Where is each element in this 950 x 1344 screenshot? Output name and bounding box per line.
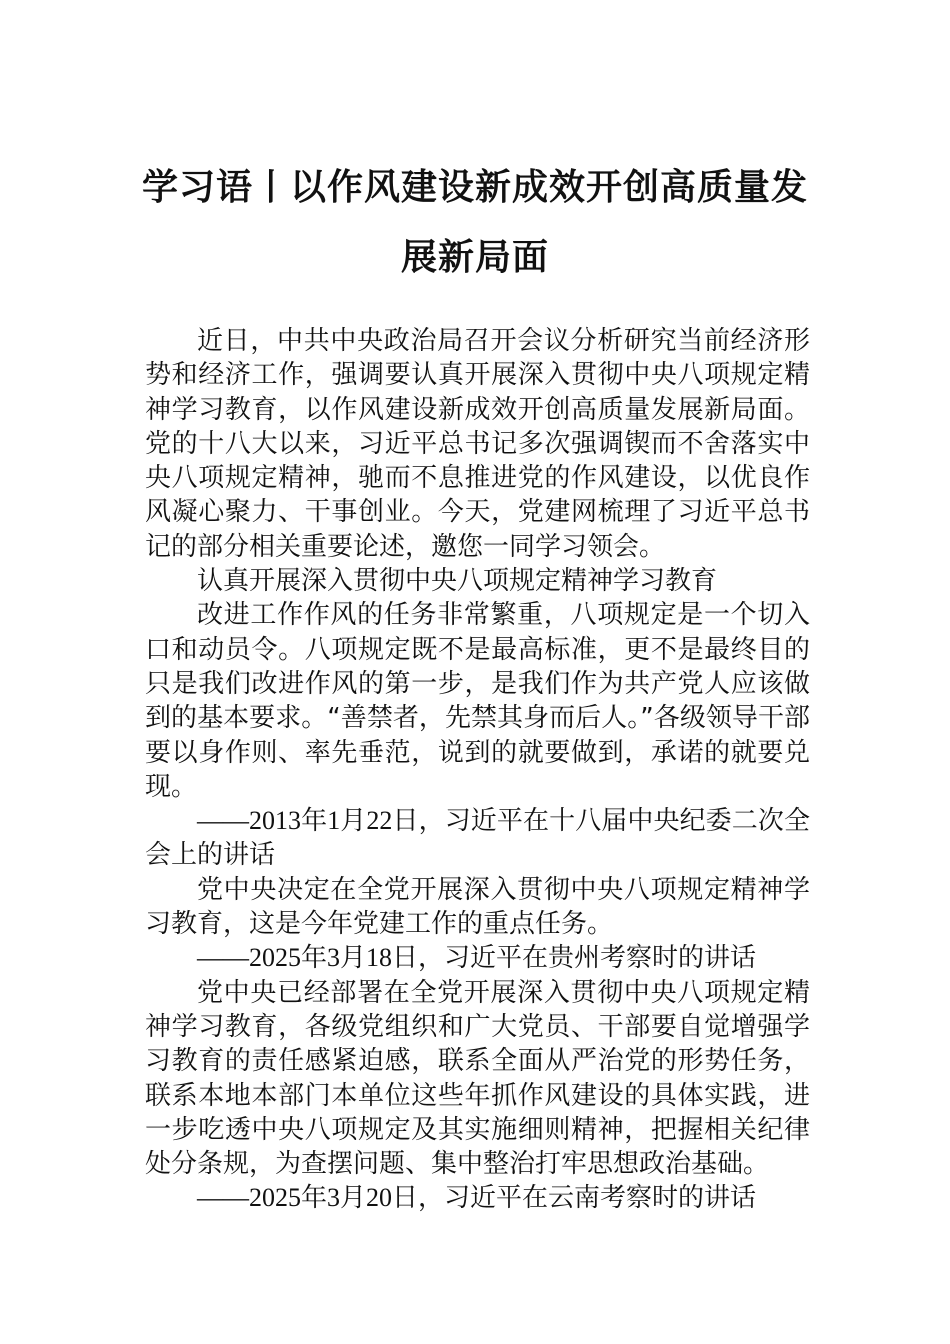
quote-paragraph: 改进工作作风的任务非常繁重，八项规定是一个切入口和动员令。八项规定既不是最高标准，更不是最终目的只是我们改进作风的第一步，是我们作为共产党人应该做到的基本要求。“善禁者，先禁其身而后人。”各级领导干部要以身作则、率先垂范，说到的就要做到，承诺的就要兑现。 [145,600,810,802]
document-title-line-1: 学习语丨以作风建设新成效开创高质量发 [141,167,808,208]
document-title-line-2: 展新局面 [400,237,549,278]
quote-paragraph: 党中央已经部署在全党开展深入贯彻中央八项规定精神学习教育，各级党组织和广大党员、干部要自觉增强学习教育的责任感紧迫感，联系全面从严治党的形势任务，联系本地本部门本单位这些年抓作风建设的具体实践，进一步吃透中央八项规定及其实施细则精神，把握相关纪律处分条规，为查摆问题、集中整治打牢思想政治基础。 [145,977,810,1180]
quote-paragraph: 党中央决定在全党开展深入贯彻中央八项规定精神学习教育，这是今年党建工作的重点任务。 [145,874,810,940]
quote-source: ——2025年3月18日，习近平在贵州考察时的讲话 [197,943,757,973]
document-body [145,324,810,1216]
quote-source: ——2025年3月20日，习近平在云南考察时的讲话 [197,1183,757,1213]
quote-source: ——2013年1月22日，习近平在十八届中央纪委二次全会上的讲话 [145,806,810,870]
intro-paragraph: 近日，中共中央政治局召开会议分析研究当前经济形势和经济工作，强调要认真开展深入贯彻中央八项规定精神学习教育，以作风建设新成效开创高质量发展新局面。党的十八大以来，习近平总书记多次强调锲而不舍落实中央八项规定精神，驰而不息推进党的作风建设，以优良作风凝心聚力、干事创业。今天，党建网梳理了习近平总书记的部分相关重要论述，邀您一同学习领会。 [145,326,810,562]
section-heading: 认真开展深入贯彻中央八项规定精神学习教育 [197,566,718,597]
